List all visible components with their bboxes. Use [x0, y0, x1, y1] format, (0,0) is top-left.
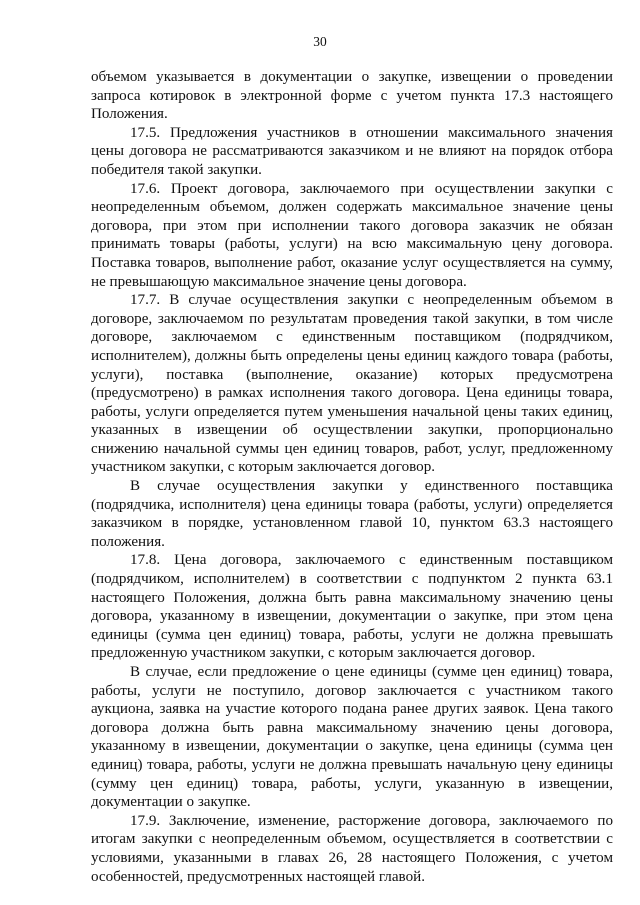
- paragraph-17-6: 17.6. Проект договора, заключаемого при осуществлении закупки с неопределенным объемом, должен содержать максимальное значение цены договора, при этом при исполнении такого договора заказчик не обязан принимать товары (работы, услуги) на всю максимальную цену договора. Поставка товаров, выполнение работ, оказание услуг осуществляется на сумму, не превышающую максимальное значение цены договора.: [91, 180, 613, 290]
- page-number: 30: [313, 34, 327, 49]
- paragraph-17-5: 17.5. Предложения участников в отношении максимального значения цены договора не рассматриваются заказчиком и не влияют на порядок отбора победителя такой закупки.: [91, 124, 613, 178]
- document-body: [91, 68, 613, 886]
- paragraph-17-8: 17.8. Цена договора, заключаемого с единственным поставщиком (подрядчиком, исполнителем) в соответствии с подпунктом 2 пункта 63.1 настоящего Положения, должна быть равна максимальному значению цены договора, указанному в извещении, документации о закупке, при этом цена единицы (сумма цен единиц) товара, работы, услуги не должна превышать предложенную участником закупки, с которым заключается договор.: [91, 552, 613, 662]
- paragraph-17-7-single-supplier: В случае осуществления закупки у единственного поставщика (подрядчика, исполнителя) цена единицы товара (работы, услуги) определяется заказчиком в порядке, установленном главой 10, пунктом 63.3 настоящего положения.: [91, 478, 613, 550]
- paragraph-continuation: объемом указывается в документации о закупке, извещении о проведении запроса котировок в электронной форме с учетом пункта 17.3 настоящего Положения.: [91, 69, 613, 123]
- paragraph-17-9: 17.9. Заключение, изменение, расторжение договора, заключаемого по итогам закупки с неопределенным объемом, осуществляется в соответствии с условиями, указанными в главах 26, 28 настоящего Положения, с учетом особенностей, предусмотренных настоящей главой.: [91, 812, 613, 885]
- paragraph-17-8-no-offer: В случае, если предложение о цене единицы (сумме цен единиц) товара, работы, услуги не поступило, договор заключается с участником такого аукциона, заявка на участие которого подана ранее других заявок. Цена такого договора должна быть равна максимальному значению цены договора, указанному в извещении, документации о закупке, цена единицы (сумма цен единиц) товара, работы, услуги не должна превышать начальную цену единицы (сумму цен единиц) товара, работы, услуги, указанную в извещении, документации о закупке.: [91, 664, 613, 811]
- paragraph-17-7: 17.7. В случае осуществления закупки с неопределенным объемом в договоре, заключаемом по результатам проведения такой закупки, в том числе договоре, заключаемом с единственным поставщиком (подрядчиком, исполнителем), должны быть определены цены единиц каждого товара (работы, услуги), поставка (выполнение, оказание) которых предусмотрена (предусмотрено) в рамках исполнения такого договора. Цена единицы товара, работы, услуги определяется путем уменьшения начальной цены таких единиц, указанных в извещении об осуществлении закупки, пропорционально снижению начальной суммы цен единиц товаров, работ, услуг, предложенному участником закупки, с которым заключается договор.: [91, 292, 613, 476]
